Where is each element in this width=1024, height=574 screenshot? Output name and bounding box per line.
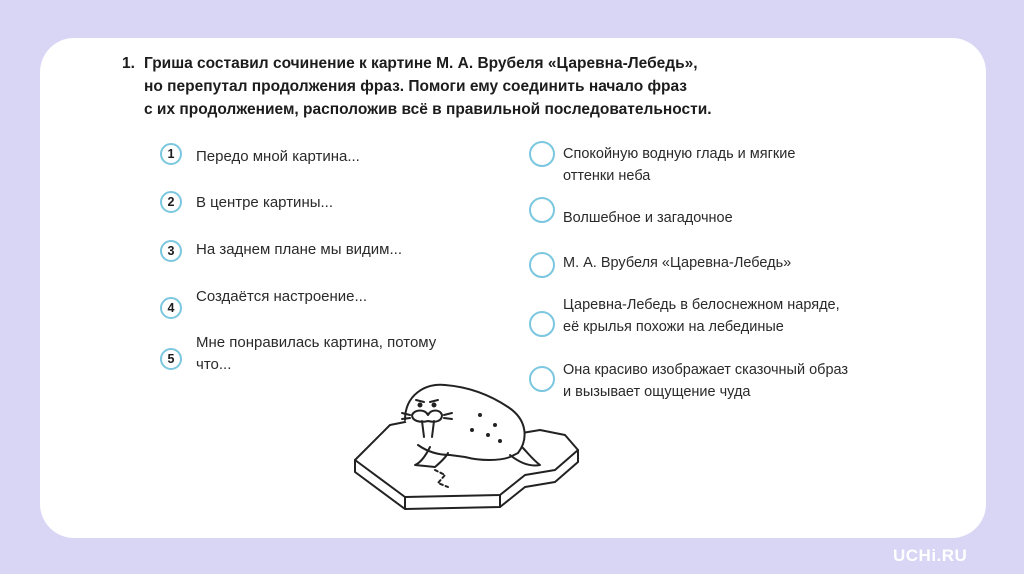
right-item-line: М. А. Врубеля «Царевна-Лебедь» [563, 255, 792, 271]
left-item-line: что... [196, 356, 232, 373]
left-item-text [196, 286, 367, 308]
right-item-text [563, 252, 791, 274]
right-item-text [563, 207, 733, 229]
right-item-line: Она красиво изображает сказочный образ [563, 362, 849, 378]
task-line: Гриша составил сочинение к картине М. А. Врубеля «Царевна-Лебедь», [144, 55, 698, 72]
left-number-circle[interactable]: 5 [160, 348, 182, 370]
right-item-line: Волшебное и загадочное [563, 210, 733, 226]
left-item-line: На заднем плане мы видим... [196, 241, 402, 258]
right-item-text [563, 294, 840, 338]
right-item-text [563, 143, 795, 187]
left-item-text [196, 332, 436, 376]
left-item-text [196, 146, 360, 168]
left-number-circle[interactable]: 4 [160, 297, 182, 319]
right-item-line: и вызывает ощущение чуда [563, 384, 751, 400]
uchi-ru-logo: UCHi.RU [893, 546, 968, 565]
task-statement [122, 52, 882, 121]
left-item-line: Передо мной картина... [196, 148, 360, 165]
right-item-line: оттенки неба [563, 168, 651, 184]
left-number-circle[interactable]: 3 [160, 240, 182, 262]
task-number: 1. [122, 55, 135, 72]
right-item-text [563, 359, 848, 403]
task-line: но перепутал продолжения фраз. Помоги ему соединить начало фраз [144, 78, 688, 95]
left-item-line: Создаётся настроение... [196, 288, 368, 305]
right-item-line: Царевна-Лебедь в белоснежном наряде, [563, 297, 840, 313]
left-item-text [196, 239, 402, 261]
right-answer-circle[interactable] [529, 311, 555, 337]
left-number-circle[interactable]: 1 [160, 143, 182, 165]
left-number-circle[interactable]: 2 [160, 191, 182, 213]
left-item-line: Мне понравилась картина, потому [196, 334, 437, 351]
task-line: с их продолжением, расположив всё в правильной последовательности. [144, 101, 712, 118]
walrus-on-ice-illustration [350, 375, 590, 525]
right-answer-circle[interactable] [529, 197, 555, 223]
left-item-line: В центре картины... [196, 194, 334, 211]
right-item-line: Спокойную водную гладь и мягкие [563, 146, 796, 162]
left-item-text [196, 192, 333, 214]
right-answer-circle[interactable] [529, 141, 555, 167]
right-answer-circle[interactable] [529, 252, 555, 278]
right-item-line: её крылья похожи на лебединые [563, 319, 784, 335]
